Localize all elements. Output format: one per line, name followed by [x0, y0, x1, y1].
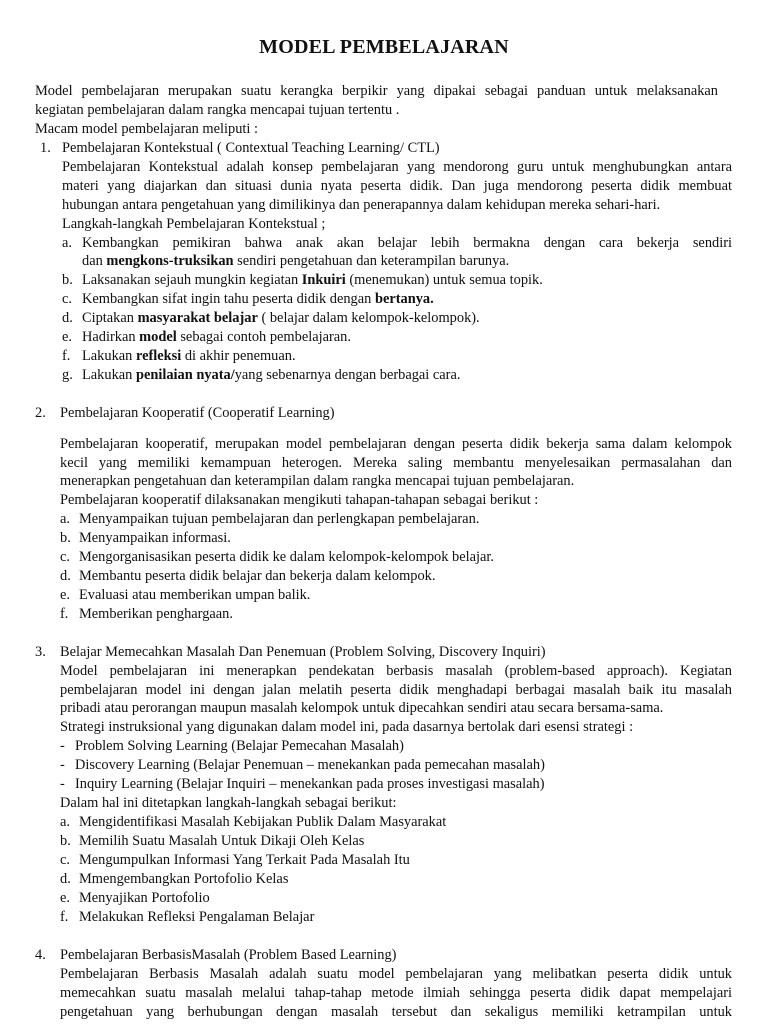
- section-number: 3.: [35, 644, 46, 660]
- paragraph-line: Pembelajaran Berbasis Masalah adalah suatu model pembelajaran yang melibatkan peserta didik untuk: [60, 966, 732, 982]
- list-marker: f.: [60, 606, 69, 622]
- list-item-text: Membantu peserta didik belajar dan bekerja dalam kelompok.: [79, 568, 436, 584]
- list-marker: e.: [62, 329, 72, 345]
- paragraph-line: memecahkan suatu masalah melalui tahap-tahap metode ilmiah sehingga peserta didik dapat mempelajari: [60, 985, 732, 1001]
- list-item-text: Menyajikan Portofolio: [79, 890, 210, 906]
- paragraph-line: pribadi atau perorangan maupun masalah kelompok untuk dipecahkan sendiri atau secara bersama-sama.: [60, 700, 664, 716]
- list-item-text: Menyampaikan informasi.: [79, 530, 231, 546]
- list-marker: -: [60, 757, 65, 773]
- section-heading: Belajar Memecahkan Masalah Dan Penemuan (Problem Solving, Discovery Inquiri): [60, 644, 546, 660]
- list-item: Ciptakan masyarakat belajar ( belajar dalam kelompok-kelompok).: [82, 310, 480, 326]
- list-marker: b.: [62, 272, 73, 288]
- paragraph-line: Pembelajaran Kontekstual adalah konsep pembelajaran yang mendorong guru untuk menghubungkan antara: [62, 159, 732, 175]
- steps-intro: Langkah-langkah Pembelajaran Kontekstual ;: [62, 216, 326, 232]
- steps-intro: Dalam hal ini ditetapkan langkah-langkah sebagai berikut:: [60, 795, 397, 811]
- list-item-text: Discovery Learning (Belajar Penemuan – menekankan pada pemecahan masalah): [75, 757, 545, 773]
- list-marker: -: [60, 738, 65, 754]
- list-marker: c.: [60, 852, 70, 868]
- list-item-text: Problem Solving Learning (Belajar Pemecahan Masalah): [75, 738, 404, 754]
- list-marker: d.: [60, 871, 71, 887]
- list-item-text: Memberikan penghargaan.: [79, 606, 233, 622]
- list-marker: c.: [60, 549, 70, 565]
- list-marker: f.: [60, 909, 69, 925]
- list-item-text: Inquiry Learning (Belajar Inquiri – menekankan pada proses investigasi masalah): [75, 776, 545, 792]
- list-item-text: Evaluasi atau memberikan umpan balik.: [79, 587, 311, 603]
- intro-line: Macam model pembelajaran meliputi :: [35, 121, 258, 137]
- list-marker: f.: [62, 348, 71, 364]
- list-item: dan mengkons-truksikan sendiri pengetahuan dan keterampilan barunya.: [82, 253, 510, 269]
- paragraph-line: pengetahuan yang berhubungan dengan masalah tersebut dan sekaligus memiliki ketrampilan untuk: [60, 1004, 732, 1020]
- list-marker: e.: [60, 587, 70, 603]
- strategy-intro: Strategi instruksional yang digunakan dalam model ini, pada dasarnya bertolak dari esensi strategi :: [60, 719, 634, 735]
- intro-line: kegiatan pembelajaran dalam rangka mencapai tujuan tertentu .: [35, 102, 400, 118]
- emphasis: masyarakat belajar: [137, 310, 258, 326]
- paragraph-line: Pembelajaran kooperatif, merupakan model pembelajaran dengan peserta didik bekerja sama dalam kelompok: [60, 436, 732, 452]
- emphasis: penilaian nyata/: [135, 367, 235, 383]
- emphasis: bertanya.: [374, 291, 434, 307]
- list-item-text: Mengumpulkan Informasi Yang Terkait Pada Masalah Itu: [79, 852, 410, 868]
- list-item-text: Memilih Suatu Masalah Untuk Dikaji Oleh Kelas: [79, 833, 365, 849]
- emphasis: Inkuiri: [301, 272, 346, 288]
- list-item-text: Melakukan Refleksi Pengalaman Belajar: [79, 909, 315, 925]
- page-title: MODEL PEMBELAJARAN: [259, 36, 509, 58]
- list-item-text: Mengorganisasikan peserta didik ke dalam kelompok-kelompok belajar.: [79, 549, 494, 565]
- steps-intro: Pembelajaran kooperatif dilaksanakan mengikuti tahapan-tahapan sebagai berikut :: [60, 492, 539, 508]
- list-marker: c.: [62, 291, 72, 307]
- list-marker: d.: [62, 310, 73, 326]
- emphasis: mengkons-truksikan: [106, 253, 234, 269]
- section-number: 1.: [40, 140, 51, 156]
- list-marker: e.: [60, 890, 70, 906]
- paragraph-line: hubungan antara pengetahuan yang dimilikinya dan penerapannya dalam kehidupan mereka sehari-hari.: [62, 197, 661, 213]
- list-item: Kembangkan sifat ingin tahu peserta didik dengan bertanya.: [82, 291, 434, 307]
- paragraph-line: menerapkan pengetahuan dan keterampilan dalam rangka mencapai tujuan pembelajaran.: [60, 473, 575, 489]
- section-number: 2.: [35, 405, 46, 421]
- list-item: Lakukan refleksi di akhir penemuan.: [82, 348, 296, 364]
- list-item-text: Menyampaikan tujuan pembelajaran dan perlengkapan pembelajaran.: [79, 511, 480, 527]
- list-marker: a.: [62, 235, 72, 251]
- list-marker: b.: [60, 530, 71, 546]
- section-heading: Pembelajaran Kontekstual ( Contextual Teaching Learning/ CTL): [62, 140, 440, 156]
- section-number: 4.: [35, 947, 46, 963]
- list-marker: -: [60, 776, 65, 792]
- paragraph-line: Model pembelajaran ini menerapkan pendekatan berbasis masalah (problem-based approach). Kegiatan: [60, 663, 732, 679]
- section-heading: Pembelajaran Kooperatif (Cooperatif Learning): [60, 405, 335, 421]
- list-item-text: Mmengembangkan Portofolio Kelas: [79, 871, 289, 887]
- paragraph-line: kecil yang memiliki kemampuan heterogen. Mereka saling membantu menyelesaikan permasalahan dan: [60, 455, 732, 471]
- intro-line: Model pembelajaran merupakan suatu kerangka berpikir yang dipakai sebagai panduan untuk melaksanakan: [35, 83, 718, 99]
- paragraph-line: materi yang diajarkan dan situasi dunia nyata peserta didik. Dan juga mendorong peserta didik membuat: [62, 178, 732, 194]
- paragraph-line: pembelajaran model ini dengan jalan melatih peserta didik menghadapi berbagai masalah baik itu masalah: [60, 682, 732, 698]
- list-item: Hadirkan model sebagai contoh pembelajaran.: [82, 329, 351, 345]
- list-marker: a.: [60, 511, 70, 527]
- emphasis: refleksi: [135, 348, 182, 364]
- list-marker: d.: [60, 568, 71, 584]
- section-heading: Pembelajaran BerbasisMasalah (Problem Based Learning): [60, 947, 397, 963]
- emphasis: model: [139, 329, 177, 345]
- list-item-text: Mengidentifikasi Masalah Kebijakan Publik Dalam Masyarakat: [79, 814, 447, 830]
- list-item-text: Kembangkan pemikiran bahwa anak akan belajar lebih bermakna dengan cara bekerja sendiri: [82, 235, 732, 251]
- list-marker: b.: [60, 833, 71, 849]
- list-item: Laksanakan sejauh mungkin kegiatan Inkuiri (menemukan) untuk semua topik.: [82, 272, 543, 288]
- list-marker: g.: [62, 367, 73, 383]
- list-marker: a.: [60, 814, 70, 830]
- list-item: Lakukan penilaian nyata/yang sebenarnya dengan berbagai cara.: [82, 367, 461, 383]
